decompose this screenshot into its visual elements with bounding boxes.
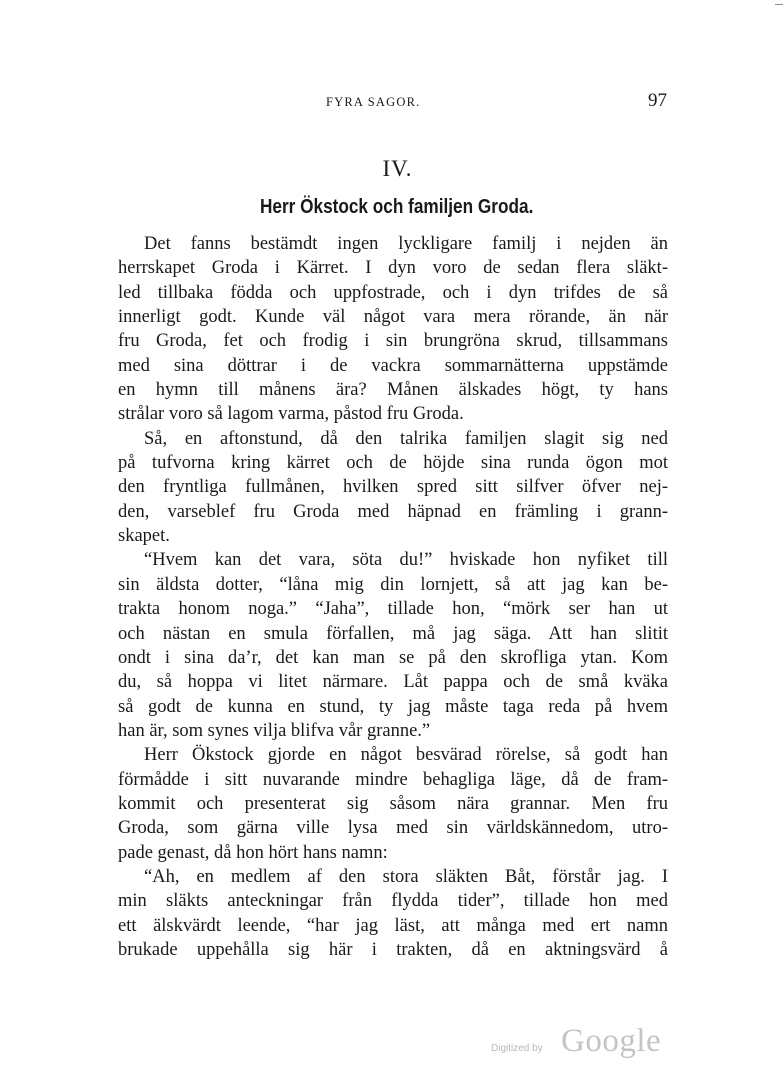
- text-line: “Ah, en medlem af den stora släkten Båt, förstår jag. I: [144, 866, 668, 887]
- page-number: 97: [648, 90, 667, 111]
- text-line: så godt de kunna en stund, ty jag måste taga reda på hvem: [118, 696, 668, 717]
- text-line: “Hvem kan det vara, söta du!” hviskade hon nyfiket till: [144, 550, 668, 571]
- text-line: led tillbaka födda och uppfostrade, och i dyn trifdes de så: [118, 282, 668, 303]
- text-line: på tufvorna kring kärret och de höjde sina runda ögon mot: [118, 453, 668, 474]
- text-line: Herr Ökstock gjorde en något besvärad rörelse, så godt han: [144, 745, 668, 766]
- google-watermark: [491, 1023, 661, 1063]
- text-line: med sina döttrar i de vackra sommarnätterna uppstämde: [118, 355, 668, 376]
- text-line: min släkts anteckningar från flydda tider”, tillade hon med: [118, 891, 668, 912]
- text-line: den fryntliga fullmånen, hvilken spred sitt silfver öfver nej-: [118, 477, 668, 498]
- running-title: FYRA SAGOR.: [326, 95, 421, 109]
- watermark-digitized-by: Digitized by: [491, 1043, 543, 1054]
- text-line: Så, en aftonstund, då den talrika familjen slagit sig ned: [144, 428, 668, 449]
- text-line: fru Groda, fet och frodig i sin brungröna skrud, tillsammans: [118, 331, 668, 352]
- text-line: trakta honom noga.” “Jaha”, tillade hon, “mörk ser han ut: [118, 599, 668, 620]
- text-line: herrskapet Groda i Kärret. I dyn voro de sedan flera släkt-: [118, 258, 668, 279]
- text-line: han är, som synes vilja blifva vår granne.”: [118, 720, 431, 741]
- text-line: sin äldsta dotter, “låna mig din lornjett, så att jag kan be-: [118, 574, 668, 595]
- text-line: ett älskvärdt leende, “har jag läst, att många med ert namn: [118, 915, 668, 936]
- text-line: innerligt godt. Kunde väl något vara mera rörande, än när: [118, 307, 668, 328]
- text-line: och nästan en smula förfallen, må jag säga. Att han slitit: [118, 623, 668, 644]
- text-line: pade genast, då hon hört hans namn:: [118, 842, 388, 863]
- text-line: kommit och presenterat sig såsom nära grannar. Men fru: [118, 793, 668, 814]
- text-line: förmådde i sitt nuvarande mindre behagliga läge, då de fram-: [118, 769, 668, 790]
- text-line: skapet.: [118, 526, 170, 547]
- running-header: [0, 92, 783, 116]
- text-line: Groda, som gärna ville lysa med sin världskännedom, utro-: [118, 818, 668, 839]
- text-line: ondt i sina da’r, det kan man se på den skrofliga ytan. Kom: [118, 647, 668, 668]
- watermark-google-logo: Google: [561, 1023, 662, 1059]
- corner-mark: [775, 4, 783, 5]
- text-line: Det fanns bestämdt ingen lyckligare familj i nejden än: [144, 234, 668, 254]
- text-line: en hymn till månens ära? Månen älskades högt, ty hans: [118, 380, 668, 401]
- text-line: brukade uppehålla sig här i trakten, då en aktningsvärd å: [118, 939, 668, 960]
- text-line: du, så hoppa vi litet närmare. Låt pappa och de små kväka: [118, 672, 668, 693]
- chapter-title: Herr Ökstock och familjen Groda.: [259, 196, 534, 218]
- body-text: [118, 232, 668, 962]
- chapter-numeral: IV.: [382, 156, 413, 181]
- text-line: strålar voro så lagom varma, påstod fru Groda.: [118, 404, 464, 425]
- text-line: den, varseblef fru Groda med häpnad en främling i grann-: [118, 501, 668, 522]
